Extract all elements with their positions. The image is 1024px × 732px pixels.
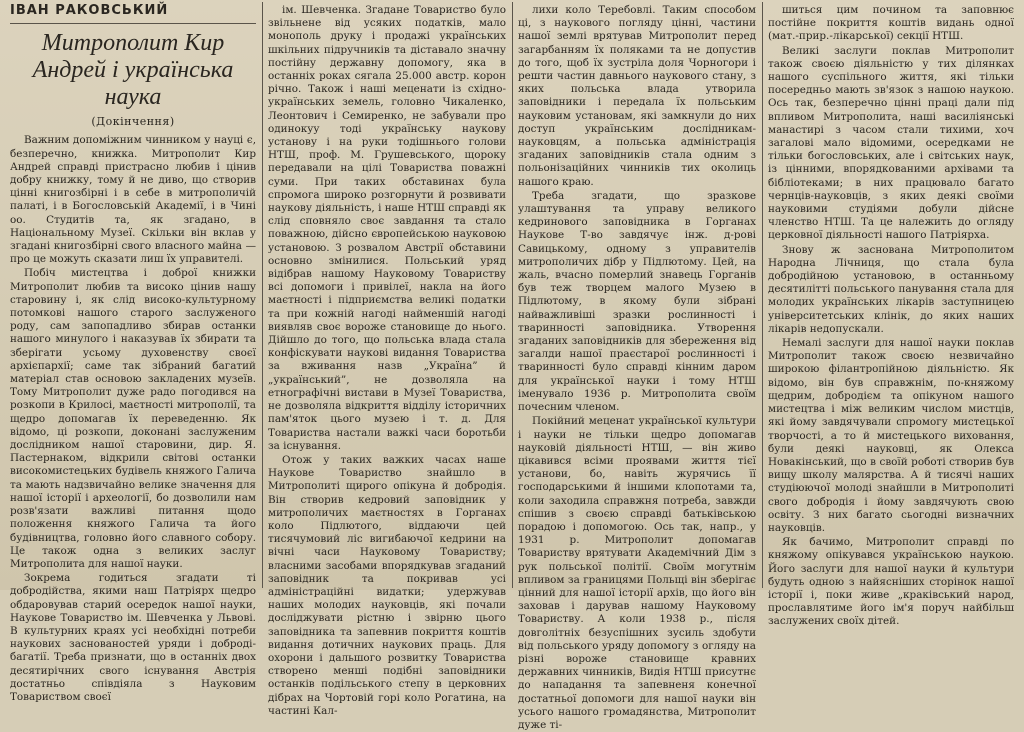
column-4	[768, 4, 1014, 628]
paragraph: шиться цим почином та заповнює постійне покриття коштів видань одної (мат.-прир.-лікарської) секції НТШ.	[768, 4, 1014, 43]
paragraph: Знову ж заснована Митрополитом Народна Лічниця, що стала була добродійною установою, в останньому десятилітті польського панування стала для молодих українських лікарів заступницею університетських клінік, до яких наших лікарів недопускали.	[768, 243, 1014, 335]
column-1	[10, 3, 256, 703]
paragraph: Важним допоміжним чинником у науці є, безперечно, книжка. Митрополит Кир Андрей справді пристрасно любив і цінив добру книжку, тому й не диво, що створив цінні книгозбірні і в себе в митрополичій палаті, і в Богословській Академії, і в Чині оо. Студитів та, як згадано, в Національному Музеї. Скільки він вклав у згадані книгозбірні свого власного майна — про це можуть сказати лиш їх управителі.	[10, 134, 256, 266]
paragraph: Покійний меценат української культури і науки не тільки щедро допомагав науковій діяльності НТШ, — він живо цікавився всіми проявами життя тієї установи, бо, навіть журячись її господарськими й іншими клопотами та, коли заходила справжня потреба, завжди спішив з своєю справді батьківською порадою і допомогою. Ось так, напр., у 1931 р. Митрополит допомагав Товариству врятувати Академічний Дім з рук польської політії. Своїм могутнім впливом за границями Польщі він зберігає цінний для нашої історії архів, що його він заховав і дарував нашому Науковому Товариству. А коли 1938 р., після довголітніх безуспішних зусиль здобути від польського уряду допомогу з огляду на різні вороже становище кравних державних чинників, Видія НТШ присутнє до нападання та запевненя конечної достатньої допомоги для нашої науки він усього нашого громадянства, Митрополит дуже ті-	[518, 415, 756, 731]
paragraph: лихи коло Теребовлі. Таким способом ці, з наукового погляду цінні, частини нашої землі врятував Митрополит перед загарбанням їх поляками та не допустив до того, щоб їх зустріла доля Чорногори і решти частин давнього наукового стану, з яких польська влада утворила заповідники і передала їх польським науковим установам, які замкнули до них доступ українським дослідникам-науковцям, а польська адміністрація згаданих заповідників стала одним з польонізаційних чинників тих околиць нашого краю.	[518, 4, 756, 188]
paragraph: Як бачимо, Митрополит справді по княжому опікувався українською наукою. Його заслуги для нашої науки й культури будуть одною з найясніших сторінок нашої історії і, поки живе „краківський народ, прославлятиме його ім'я поруч найбільш заслужених своїх дітей.	[768, 536, 1014, 628]
column-2	[268, 4, 506, 717]
article-title: Митрополит Кир Андрей і українська наука	[32, 30, 234, 111]
headline-rule	[10, 23, 256, 24]
paragraph: Отож у таких важких часах наше Наукове Товариство знайшло в Митрополиті щирого опікуна й добродія. Він створив кедровий заповідник у митрополичих маєтностях в Горганах коло Підлютого, віддаючи цей тисячумовий ліс вигибаючої кедрини на вічні часи Науковому Товариству; власними засобами впорядкував згаданий заповідник та покривав усі адміністраційні видатки; удержував наших молодих науковців, які почали досліджувати рістню і звірню цього заповідника та запевнив покриття коштів видання дотичних наукових праць. Для охорони і дальшого розвитку Товариства створено менші подібні заповідники останків подільського степу в церковних дібрах на Чортовій горі коло Рогатина, на частині Кал-	[268, 453, 506, 717]
column-rule	[512, 2, 513, 588]
paragraph: Побіч мистецтва і доброї книжки Митрополит любив та високо цінив нашу старовину і, як слід високо-культурному потомкові нашого старого заслуженого роду, сам запопадливо збирав останки нашого минулого і наказував їх збирати та зберігати усьому духовенству своєї архієпархії; саме так зібраний багатий матеріал став основою закладених музеїв. Тому Митрополит дуже радо погодився на розкопи в Крилосі, маєтності митрополії, та щедро допомагав їх переведенню. Як відомо, ці розкопи, доконані заслуженим дослідником нашої старовини, дир. Я. Пастернаком, відкрили світові останки високомистецьких будівель княжого Галича та мають надзвичайно велике значення для нашої історії і археології, бо дозволили нам розв'язати важливі питання щодо положення княжого Галича та його будівництва, головно його славного собору. Це також одна з великих заслуг Митрополита для нашої науки.	[10, 267, 256, 570]
column-rule	[762, 2, 763, 588]
paragraph: Зокрема годиться згадати ті добродійства, якими наш Патріярх щедро обдаровував старий осередок нашої науки, Наукове Товариство ім. Шевченка у Львові. В культурних краях усі необхідні потреби наукових заснованостей уряди і доброді-багатії. Треба признати, що в останніх двох десятирічних свого існування Австрія достатньо співдіяла з Науковим Товариством своєї	[10, 572, 256, 703]
article-subtitle: (Докінчення)	[91, 115, 175, 129]
paragraph: ім. Шевченка. Згадане Товариство було звільнене від усяких податків, мало монополь друку і продажі українських шкільних підручників та діставало значну постійну державну допомогу, яка в останніх роках сягала 25.000 австр. корон річно. Також і наші меценати із східно-українських земель, головно Чикаленко, Леонтович і Семиренко, не забували про одинокуу тоді українську наукову установу і на руки тодішнього голови НТШ, проф. М. Грушевського, щороку передавали на цілі Товариства поважні суми. При таких обставинах була спромога широко розгорнути й розвивати наукову діяльність, і наше НТШ справді як слід сповняло своє завдання та стало поважною, дійсно європейською науковою установою. З розвалом Австрії обставини основно змінилися. Польський уряд відібрав нашому Науковому Товариству всі допомоги і привілеї, накла на його маєтності і підприємства великі податки та при кожній нагоді найменшій нагоді виявляв своє вороже становище до нього. Дійшло до того, що польська влада стала конфіскувати наукові видання Товариства за вживання назв „Україна” й „український”, не дозволяла на етнографічні вистави в Музеї Товариства, не дозволяла відкриття відділу історичних пам'яток цього музею і т. д. Для Товариства настали важкі часи боротьби за існування.	[268, 4, 506, 452]
paragraph: Великі заслуги поклав Митрополит також своєю діяльністю у тих ділянках нашого суспільного життя, які тільки посередньо мають зв'язок з нашою наукою. Ось так, безперечно цінні праці дали під впливом Митрополита, наші василіянські манастирі з часом стали тихими, хоч загалові мало відомими, осередками не тільки богословських, але і світських наук, із цінними, впорядкованими архівами та бібліотеками; в них працювало багато чернців-науковців, з яких деякі своїми науковими студіями добули дійсне членство НТШ. Та це належить до огляду церковної діяльності нашого Патріярха.	[768, 44, 1014, 242]
paragraph: Треба згадати, що зразкове улаштування та управу великого кедринового заповідника в Горганах Наукове Т-во завдячує інж. д-рові Савицькому, одному з управителів митрополичих дібр у Підлютому. Цей, на жаль, вчасно померлий знавець Горганів був теж творцем малого Музею в Підлютому, в якому були зібрані найважливіші зразки рослинності і тваринності заповідника. Утворення згаданих заповідників для збереження від загалди нашої праєстарої рослинності і тваринності було справді кінним даром для української науки і тому НТШ іменувало 1936 р. Митрополита своїм почесним членом.	[518, 189, 756, 414]
paragraph: Немалі заслуги для нашої науки поклав Митрополит також своєю незвичайно широкою філантропійною діяльністю. Як відомо, він був справжнім, по-княжому щедрим, добродієм та опікуном нашого мистецтва і між великим числом мистців, які йому завдячували спромогу мистецької творчості, а то й мистецького виховання, були деякі науковці, як Олекса Новакінський, що в своїй роботі створив був вищу школу малярства. А й тисячі наших студіюючої молоді знайшли в Митрополиті свого добродія і йому завдячують свою освіту. З них багато сьогодні визначних науковців.	[768, 337, 1014, 534]
column-3	[518, 4, 756, 731]
column-rule	[262, 2, 263, 588]
author-byline: ІВАН РАКОВСЬКИЙ	[10, 3, 169, 18]
